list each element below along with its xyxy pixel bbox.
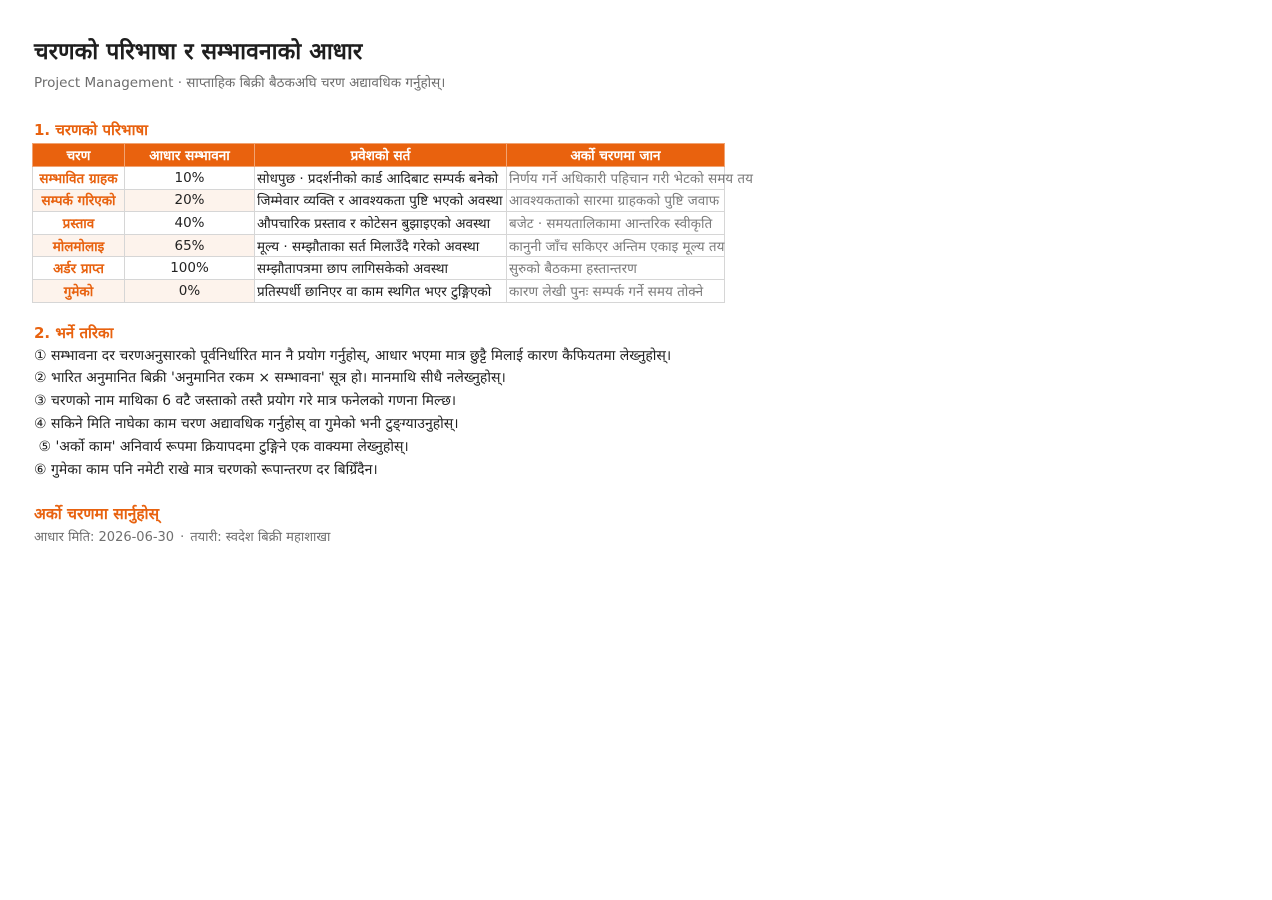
stage-cell: प्रस्ताव <box>33 212 125 235</box>
base-date: आधार मिति: 2026-06-30 <box>34 530 175 546</box>
column-header-entry-condition: प्रवेशको सर्त <box>255 144 507 167</box>
list-item: ③ चरणको नाम माथिका 6 वटै जस्ताको तस्तै प्रयोग गरे मात्र फनेलको गणना मिल्छ। <box>34 393 457 410</box>
probability-cell: 100% <box>125 257 255 280</box>
list-item: ⑤ 'अर्को काम' अनिवार्य रूपमा क्रियापदमा टुङ्गिने एक वाक्यमा लेख्नुहोस्। <box>34 438 409 455</box>
stage-cell: गुमेको <box>33 279 125 302</box>
entry-condition-cell: सम्झौतापत्रमा छाप लागिसकेको अवस्था <box>255 257 507 280</box>
probability-cell: 10% <box>125 167 255 190</box>
next-stage-cell: सुरुको बैठकमा हस्तान्तरण <box>507 257 725 280</box>
entry-condition-cell: सोधपुछ · प्रदर्शनीको कार्ड आदिबाट सम्पर्क बनेको <box>255 167 507 190</box>
page-title: चरणको परिभाषा र सम्भावनाको आधार <box>34 39 363 65</box>
list-item: ② भारित अनुमानित बिक्री 'अनुमानित रकम × सम्भावना' सूत्र हो। मानमाथि सीधै नलेख्नुहोस्। <box>34 370 506 387</box>
entry-condition-cell: मूल्य · सम्झौताका सर्त मिलाउँदै गरेको अवस्था <box>255 234 507 257</box>
next-stage-cell: कानुनी जाँच सकिएर अन्तिम एकाइ मूल्य तय <box>507 234 725 257</box>
table-row <box>33 234 725 257</box>
footer-meta <box>34 529 1272 547</box>
probability-cell: 0% <box>125 279 255 302</box>
table-row <box>33 212 725 235</box>
entry-condition-cell: प्रतिस्पर्धी छानिएर वा काम स्थगित भएर टुङ्गिएको <box>255 279 507 302</box>
list-item: ① सम्भावना दर चरणअनुसारको पूर्वनिर्धारित मान नै प्रयोग गर्नुहोस्, आधार भएमा मात्र छुट्टै मिलाई कारण कैफियतमा लेख्नुहोस्। <box>34 347 672 364</box>
table-row <box>33 189 725 212</box>
move-to-next-stage-link[interactable]: अर्को चरणमा सार्नुहोस् <box>34 505 160 524</box>
table-header-row <box>33 144 725 167</box>
entry-condition-cell: औपचारिक प्रस्ताव र कोटेसन बुझाइएको अवस्था <box>255 212 507 235</box>
probability-cell: 40% <box>125 212 255 235</box>
list-item: ⑥ गुमेका काम पनि नमेटी राखे मात्र चरणको रूपान्तरण दर बिग्रिँदैन। <box>34 461 378 478</box>
next-stage-cell: बजेट · समयतालिकामा आन्तरिक स्वीकृति <box>507 212 725 235</box>
probability-cell: 20% <box>125 189 255 212</box>
column-header-next-stage-criteria: अर्को चरणमा जान <box>507 144 725 167</box>
stage-cell: अर्डर प्राप्त <box>33 257 125 280</box>
column-header-stage: चरण <box>33 144 125 167</box>
table-row <box>33 167 725 190</box>
page-subtitle: Project Management · साप्ताहिक बिक्री बैठकअघि चरण अद्यावधिक गर्नुहोस्। <box>34 75 446 91</box>
stage-cell: सम्भावित ग्राहक <box>33 167 125 190</box>
probability-cell: 65% <box>125 234 255 257</box>
section-filling-method-title: 2. भर्ने तरिका <box>34 323 114 342</box>
next-stage-cell: आवश्यकताको सारमा ग्राहकको पुष्टि जवाफ <box>507 189 725 212</box>
table-row <box>33 257 725 280</box>
filling-rules-list <box>34 345 1272 482</box>
entry-condition-cell: जिम्मेवार व्यक्ति र आवश्यकता पुष्टि भएको अवस्था <box>255 189 507 212</box>
footer-separator: · <box>180 530 185 546</box>
next-stage-cell: निर्णय गर्ने अधिकारी पहिचान गरी भेटको समय तय <box>507 167 725 190</box>
section-stage-definition-title: 1. चरणको परिभाषा <box>34 121 149 139</box>
stage-cell: मोलमोलाइ <box>33 234 125 257</box>
stage-definition-table <box>32 143 753 303</box>
prepared-by: तयारी: स्वदेश बिक्री महाशाखा <box>190 530 331 546</box>
column-header-base-probability: आधार सम्भावना <box>125 144 255 167</box>
next-stage-cell: कारण लेखी पुनः सम्पर्क गर्ने समय तोक्ने <box>507 279 725 302</box>
stage-cell: सम्पर्क गरिएको <box>33 189 125 212</box>
table-row <box>33 279 725 302</box>
list-item: ④ सकिने मिति नाघेका काम चरण अद्यावधिक गर्नुहोस् वा गुमेको भनी टुङ्ग्याउनुहोस्। <box>34 415 459 432</box>
